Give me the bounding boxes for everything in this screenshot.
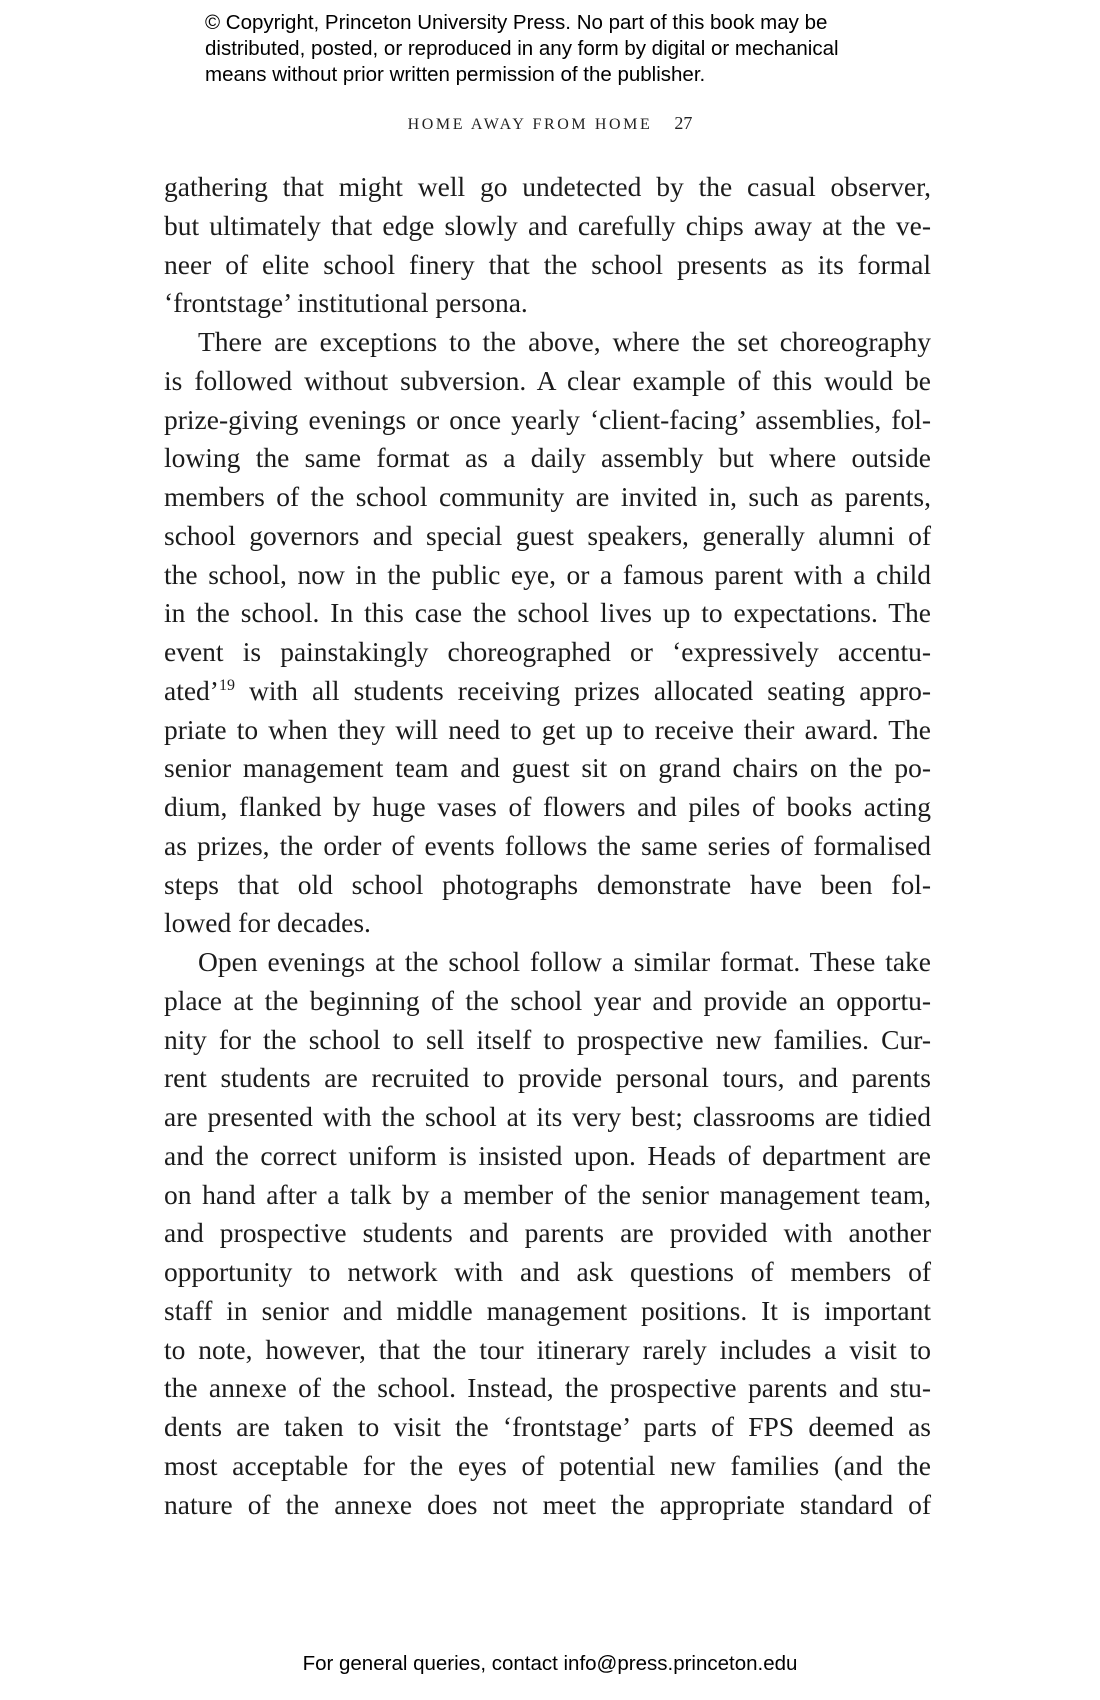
paragraph: [164, 168, 931, 323]
text-line: [164, 1447, 931, 1486]
text-line: [164, 1486, 931, 1525]
line-text: dium, flanked by huge vases of flowers and piles of books acting: [164, 791, 931, 822]
text-line: [164, 246, 931, 285]
line-text: senior management team and guest sit on grand chairs on the po-: [164, 752, 931, 784]
line-text: ‘frontstage’ institutional persona.: [164, 287, 528, 319]
text-line: [164, 866, 931, 905]
text-line: [164, 672, 931, 711]
copyright-line: distributed, posted, or reproduced in any form by digital or mechanical: [205, 37, 839, 60]
text-line: [164, 362, 931, 401]
text-line: [164, 284, 931, 323]
text-line: [164, 323, 931, 362]
line-text: and prospective students and parents are provided with another: [164, 1217, 931, 1249]
text-line: [164, 1059, 931, 1098]
line-text: opportunity to network with and ask questions of members of: [164, 1256, 931, 1287]
line-text: event is painstakingly choreographed or ‘expressively accentu-: [164, 636, 931, 667]
line-text: in the school. In this case the school lives up to expectations. The: [164, 597, 931, 629]
running-head-title: HOME AWAY FROM HOME: [407, 116, 653, 133]
footer-contact: For general queries, contact info@press.princeton.edu: [302, 1652, 798, 1675]
text-line: [164, 439, 931, 478]
text-line: [164, 517, 931, 556]
text-line: [164, 1137, 931, 1176]
text-line: [164, 1292, 931, 1331]
paragraph: [164, 323, 931, 943]
text-line: [164, 1369, 931, 1408]
line-text: There are exceptions to the above, where the set choreography: [198, 326, 931, 357]
text-line: [164, 207, 931, 246]
text-line: [164, 556, 931, 595]
text-line: [164, 943, 931, 982]
line-text: but ultimately that edge slowly and carefully chips away at the ve-: [164, 209, 931, 241]
line-text: the school, now in the public eye, or a famous parent with a child: [164, 558, 931, 590]
paragraph: [164, 943, 931, 1524]
text-line: [164, 478, 931, 517]
line-text: prize-giving evenings or once yearly ‘client-facing’ assemblies, fol-: [164, 403, 931, 435]
line-text: is followed without subversion. A clear example of this would be: [164, 364, 931, 396]
line-text: gathering that might well go undetected by the casual observer,: [164, 171, 931, 202]
line-text: to note, however, that the tour itinerary rarely includes a visit to: [164, 1333, 931, 1365]
body-text: [164, 168, 931, 1524]
text-line: [164, 1098, 931, 1137]
line-text: priate to when they will need to get up to receive their award. The: [164, 713, 931, 745]
text-line: [164, 1331, 931, 1370]
line-text: school governors and special guest speakers, generally alumni of: [164, 519, 931, 551]
line-text: lowing the same format as a daily assembly but where outside: [164, 442, 931, 474]
line-text: steps that old school photographs demonstrate have been fol-: [164, 868, 931, 900]
line-text: as prizes, the order of events follows the same series of formalised: [164, 829, 931, 861]
text-line: [164, 1253, 931, 1292]
line-text: lowed for decades.: [164, 907, 371, 939]
line-text: Open evenings at the school follow a similar format. These take: [198, 946, 931, 977]
line-text: ated’: [164, 674, 219, 706]
line-text: the annexe of the school. Instead, the prospective parents and stu-: [164, 1372, 931, 1404]
text-line: [164, 1021, 931, 1060]
line-text: dents are taken to visit the ‘frontstage’ parts of FPS deemed as: [164, 1411, 931, 1442]
text-line: [164, 168, 931, 207]
line-text: most acceptable for the eyes of potential new families (and the: [164, 1449, 931, 1481]
text-line: [164, 1214, 931, 1253]
running-head: [0, 113, 1100, 134]
line-text: staff in senior and middle management positions. It is important: [164, 1294, 931, 1326]
text-line: [164, 982, 931, 1021]
copyright-line: means without prior written permission of the publisher.: [205, 63, 706, 86]
line-text: rent students are recruited to provide personal tours, and parents: [164, 1062, 931, 1094]
text-line: [164, 594, 931, 633]
text-line: [164, 788, 931, 827]
copyright-notice: [205, 10, 925, 88]
line-text: with all students receiving prizes allocated seating appro-: [249, 674, 931, 706]
line-text: on hand after a talk by a member of the senior management team,: [164, 1178, 931, 1210]
text-line: [164, 904, 931, 943]
text-line: [164, 1176, 931, 1215]
text-line: [164, 1408, 931, 1447]
line-text: nature of the annexe does not meet the appropriate standard of: [164, 1488, 931, 1520]
text-line: [164, 633, 931, 672]
line-text: neer of elite school finery that the school presents as its formal: [164, 248, 931, 280]
line-text: are presented with the school at its very best; classrooms are tidied: [164, 1101, 931, 1132]
text-line: [164, 401, 931, 440]
text-line: [164, 749, 931, 788]
line-text: members of the school community are invited in, such as parents,: [164, 481, 931, 512]
copyright-line: © Copyright, Princeton University Press. No part of this book may be: [205, 11, 828, 34]
line-text: place at the beginning of the school year and provide an opportu-: [164, 984, 931, 1016]
text-line: [164, 711, 931, 750]
text-line: [164, 827, 931, 866]
page-number: 27: [674, 113, 693, 133]
footnote-marker[interactable]: 19: [218, 676, 235, 694]
line-text: and the correct uniform is insisted upon. Heads of department are: [164, 1139, 931, 1171]
line-text: nity for the school to sell itself to prospective new families. Cur-: [164, 1023, 931, 1055]
